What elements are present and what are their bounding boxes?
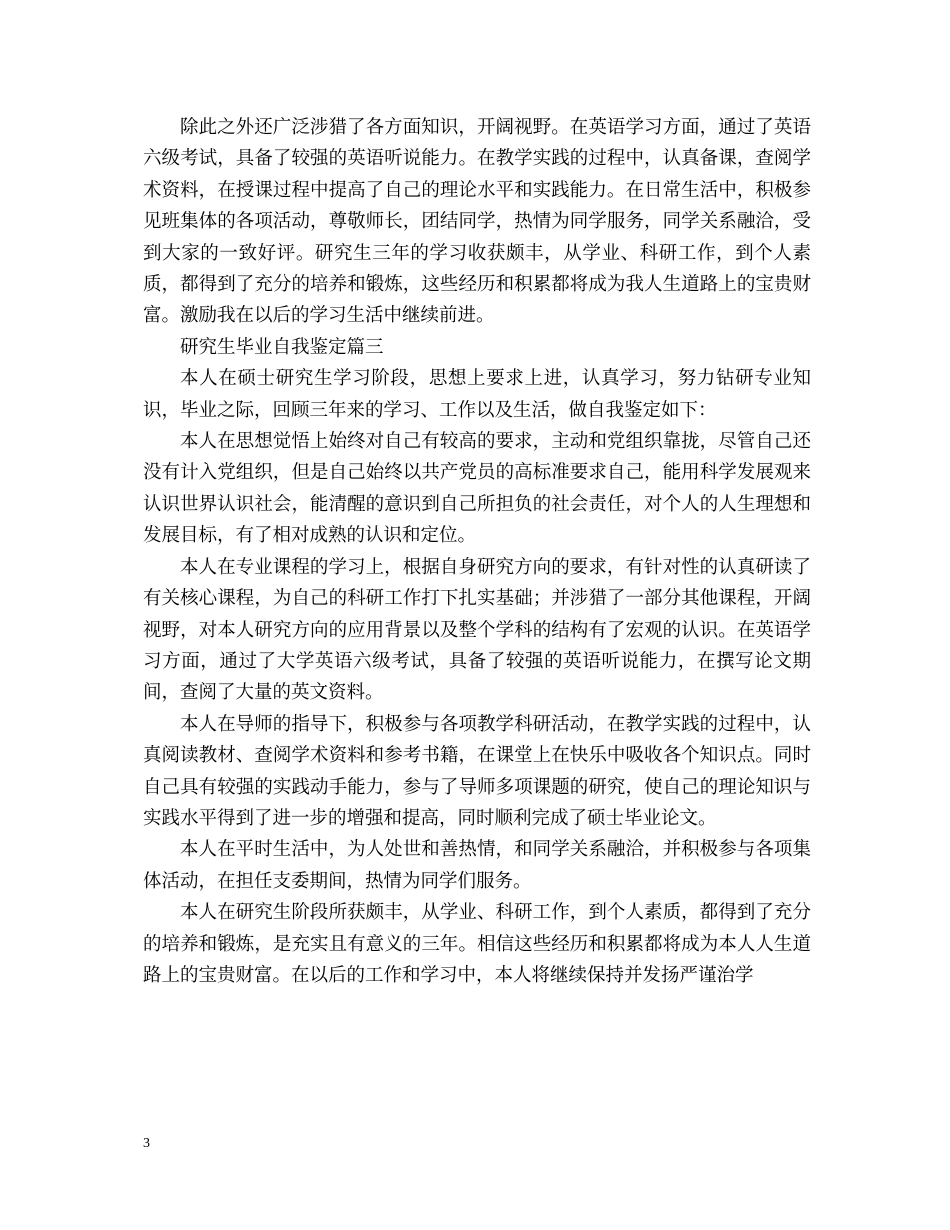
paragraph-6: 本人在平时生活中，为人处世和善热情，和同学关系融洽，并积极参与各项集体活动，在担任支委期间，热情为同学们服务。: [143, 839, 811, 892]
paragraph-3: 本人在思想觉悟上始终对自己有较高的要求，主动和党组织靠拢，尽管自己还没有计入党组织，但是自己始终以共产党员的高标准要求自己，能用科学发展观来认识世界认识社会，能清醒的意识到自己所担负的社会责任，对个人的人生理想和发展目标，有了相对成熟的认识和定位。: [143, 431, 811, 547]
paragraph-4: 本人在专业课程的学习上，根据自身研究方向的要求，有针对性的认真研读了有关核心课程，为自己的科研工作打下扎实基础；并涉猎了一部分其他课程，开阔视野，对本人研究方向的应用背景以及整个学科的结构有了宏观的认识。在英语学习方面，通过了大学英语六级考试，具备了较强的英语听说能力，在撰写论文期间，查阅了大量的英文资料。: [143, 556, 811, 704]
document-body: [143, 112, 811, 991]
paragraph-7: 本人在研究生阶段所获颇丰，从学业、科研工作，到个人素质，都得到了充分的培养和锻炼，是充实且有意义的三年。相信这些经历和积累都将成为本人人生道路上的宝贵财富。在以后的工作和学习中，本人将继续保持并发扬严谨治学: [143, 902, 811, 986]
section-heading: 研究生毕业自我鉴定篇三: [180, 336, 384, 358]
paragraph-2: 本人在硕士研究生学习阶段，思想上要求上进，认真学习，努力钻研专业知识，毕业之际，回顾三年来的学习、工作以及生活，做自我鉴定如下：: [143, 368, 811, 421]
paragraph-5: 本人在导师的指导下，积极参与各项教学科研活动，在教学实践的过程中，认真阅读教材、查阅学术资料和参考书籍，在课堂上在快乐中吸收各个知识点。同时自己具有较强的实践动手能力，参与了导师多项课题的研究，使自己的理论知识与实践水平得到了进一步的增强和提高，同时顺利完成了硕士毕业论文。: [143, 713, 811, 829]
page-number: 3: [143, 1136, 150, 1151]
paragraph-1: 除此之外还广泛涉猎了各方面知识，开阔视野。在英语学习方面，通过了英语六级考试，具备了较强的英语听说能力。在教学实践的过程中，认真备课，查阅学术资料，在授课过程中提高了自己的理论水平和实践能力。在日常生活中，积极参见班集体的各项活动，尊敬师长，团结同学，热情为同学服务，同学关系融洽，受到大家的一致好评。研究生三年的学习收获颇丰，从学业、科研工作，到个人素质，都得到了充分的培养和锻炼，这些经历和积累都将成为我人生道路上的宝贵财富。激励我在以后的学习生活中继续前进。: [143, 117, 811, 327]
